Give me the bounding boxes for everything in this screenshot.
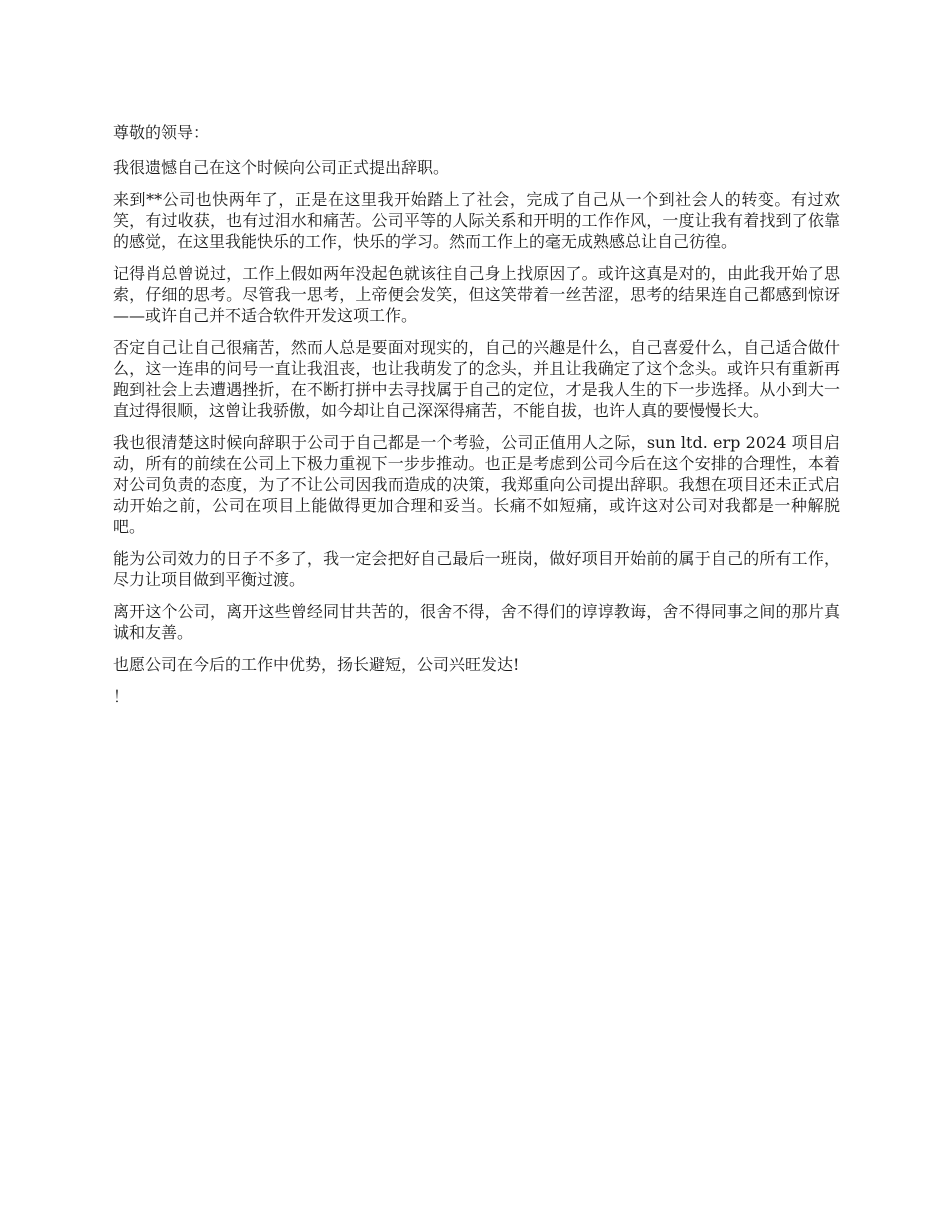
paragraph-1: 我很遗憾自己在这个时候向公司正式提出辞职。 (113, 158, 450, 177)
paragraph-8: 也愿公司在今后的工作中优势，扬长避短，公司兴旺发达! (113, 655, 520, 674)
salutation: 尊敬的领导： (113, 123, 210, 142)
letter-body (113, 122, 840, 718)
paragraph-4: 否定自己让自己很痛苦，然而人总是要面对现实的，自己的兴趣是什么，自己喜爱什么，自己适合做什么，这一连串的问号一直让我沮丧，也让我萌发了的念头，并且让我确定了这个念头。或许只有重新再跑到社会上去遭遇挫折，在不断打拼中去寻找属于自己的定位，才是我人生的下一步选择。从小到大一直过得很顺，这曾让我骄傲，如今却让自己深深得痛苦，不能自拔，也许人真的要慢慢长大。 (113, 338, 840, 420)
paragraph-2: 来到**公司也快两年了，正是在这里我开始踏上了社会，完成了自己从一个到社会人的转变。有过欢笑，有过收获，也有过泪水和痛苦。公司平等的人际关系和开明的工作作风，一度让我有着找到了依靠的感觉，在这里我能快乐的工作，快乐的学习。然而工作上的毫无成熟感总让自己彷徨。 (113, 190, 840, 251)
closing-mark: ！ (113, 687, 130, 706)
paragraph-7: 离开这个公司，离开这些曾经同甘共苦的，很舍不得，舍不得们的谆谆教诲，舍不得同事之间的那片真诚和友善。 (113, 602, 840, 642)
paragraph-5: 我也很清楚这时候向辞职于公司于自己都是一个考验，公司正值用人之际，sun ltd. erp 2024 项目启动，所有的前续在公司上下极力重视下一步步推动。也正是考虑到公司今后在这个安排的合理性，本着对公司负责的态度，为了不让公司因我而造成的决策，我郑重向公司提出辞职。我想在项目还未正式启动开始之前，公司在项目上能做得更加合理和妥当。长痛不如短痛，或许这对公司对我都是一种解脱吧。 (113, 433, 840, 536)
paragraph-3: 记得肖总曾说过，工作上假如两年没起色就该往自己身上找原因了。或许这真是对的，由此我开始了思索，仔细的思考。尽管我一思考，上帝便会发笑，但这笑带着一丝苦涩，思考的结果连自己都感到惊讶——或许自己并不适合软件开发这项工作。 (113, 264, 840, 325)
paragraph-6: 能为公司效力的日子不多了，我一定会把好自己最后一班岗，做好项目开始前的属于自己的所有工作，尽力让项目做到平衡过渡。 (113, 549, 840, 589)
